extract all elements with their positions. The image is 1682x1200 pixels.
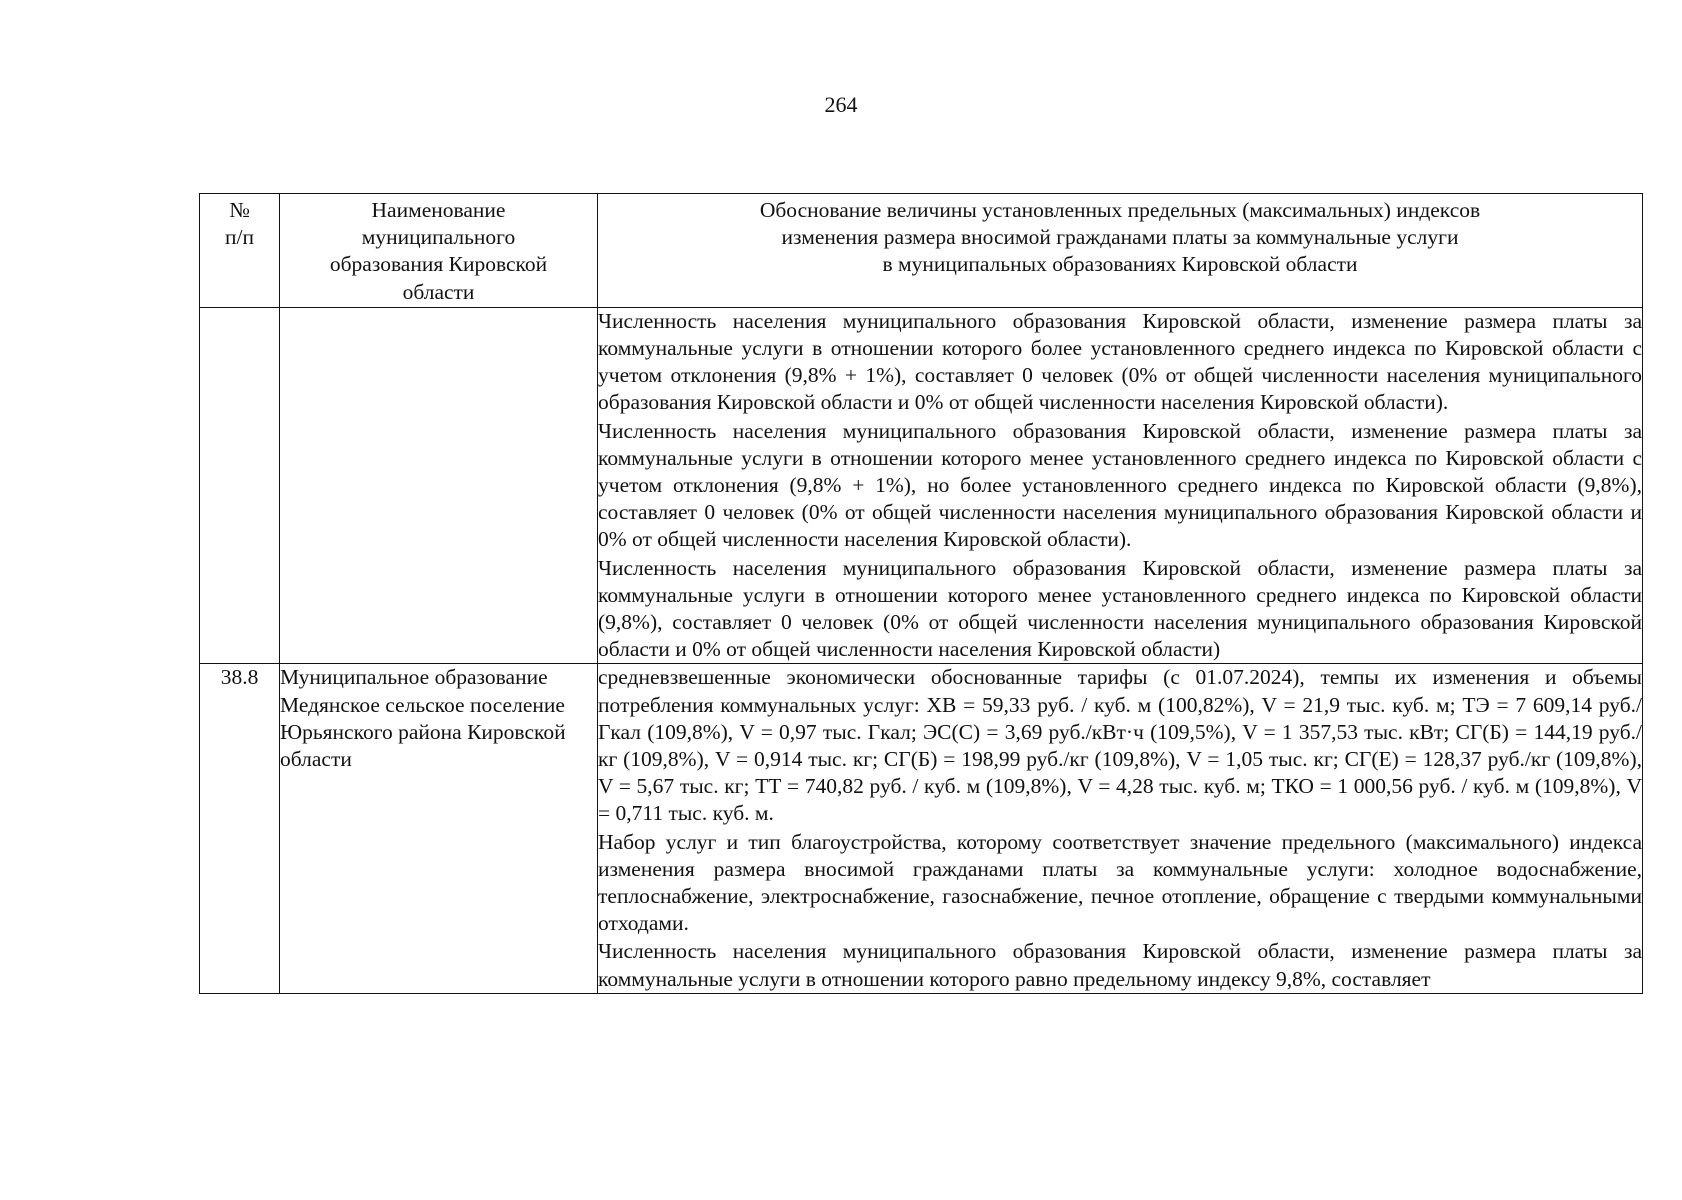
table-row <box>200 664 1643 993</box>
header-number-line: п/п <box>225 225 254 250</box>
justification-paragraph: Численность населения муниципального образования Кировской области, изменение размера платы за коммунальные услуги в отношении которого менее установленного среднего индекса по Кировской области (9,8%), составляет 0 человек (0% от общей численности населения муниципального образования Кировской области и 0% от общей численности населения Кировской области) <box>598 555 1642 662</box>
justification-paragraph: Численность населения муниципального образования Кировской области, изменение размера платы за коммунальные услуги в отношении которого более установленного среднего индекса по Кировской области с учетом отклонения (9,8% + 1%), составляет 0 человек (0% от общей численности населения муниципального образования Кировской области и 0% от общей численности населения Кировской области). <box>598 308 1642 415</box>
row-number-cell <box>200 307 280 664</box>
page-number: 264 <box>824 92 858 117</box>
justification-paragraph: Численность населения муниципального образования Кировской области, изменение размера платы за коммунальные услуги в отношении которого менее установленного среднего индекса по Кировской области с учетом отклонения (9,8% + 1%), но более установленного среднего индекса по Кировской области (9,8%), составляет 0 человек (0% от общей численности населения муниципального образования Кировской области и 0% от общей численности населения Кировской области). <box>598 418 1642 552</box>
municipality-name-cell: Муниципальное образование Медянское сельское поселение Юрьянского района Кировской области <box>280 664 598 993</box>
justification-paragraph: Численность населения муниципального образования Кировской области, изменение размера платы за коммунальные услуги в отношении которого равно предельному индексу 9,8%, составляет <box>598 939 1642 991</box>
row-number-cell: 38.8 <box>200 664 280 993</box>
header-name-line: области <box>402 279 475 304</box>
header-number <box>200 194 280 308</box>
justification-cell <box>598 307 1643 664</box>
indices-table <box>199 193 1643 994</box>
municipality-name-cell <box>280 307 598 664</box>
header-name-line: Наименование <box>371 198 506 222</box>
justification-cell <box>598 664 1643 993</box>
header-justification <box>598 194 1643 308</box>
table-row <box>200 307 1643 664</box>
justification-paragraph: средневзвешенные экономически обоснованные тарифы (с 01.07.2024), темпы их изменения и объемы потребления коммунальных услуг: ХВ = 59,33 руб. / куб. м (100,82%), V = 21,9 тыс. куб. м; ТЭ = 7 609,14 руб./Гкал (109,8%), V = 0,97 тыс. Гкал; ЭС(С) = 3,69 руб./кВт·ч (109,5%), V = 1 357,53 тыс. кВт; СГ(Б) = 144,19 руб./кг (109,8%), V = 0,914 тыс. кг; СГ(Б) = 198,99 руб./кг (109,8%), V = 1,05 тыс. кг; СГ(Е) = 128,37 руб./кг (109,8%), V = 5,67 тыс. кг; ТТ = 740,82 руб. / куб. м (109,8%), V = 4,28 тыс. куб. м; ТКО = 1 000,56 руб. / куб. м (109,8%), V = 0,711 тыс. куб. м. <box>598 665 1642 826</box>
header-name-line: образования Кировской <box>329 252 548 277</box>
header-name-line: муниципального <box>361 225 516 250</box>
header-justification-line: изменения размера вносимой гражданами платы за коммунальные услуги <box>781 225 1459 250</box>
justification-paragraph: Набор услуг и тип благоустройства, которому соответствует значение предельного (максимального) индекса изменения размера вносимой гражданами платы за коммунальные услуги: холодное водоснабжение, теплоснабжение, электроснабжение, газоснабжение, печное отопление, обращение с твердыми коммунальными отходами. <box>598 829 1642 936</box>
header-municipality-name <box>280 194 598 308</box>
header-justification-line: Обоснование величины установленных предельных (максимальных) индексов <box>759 198 1481 222</box>
table-header-row <box>200 194 1643 308</box>
header-number-line: № <box>229 198 250 222</box>
header-justification-line: в муниципальных образованиях Кировской области <box>882 252 1358 277</box>
